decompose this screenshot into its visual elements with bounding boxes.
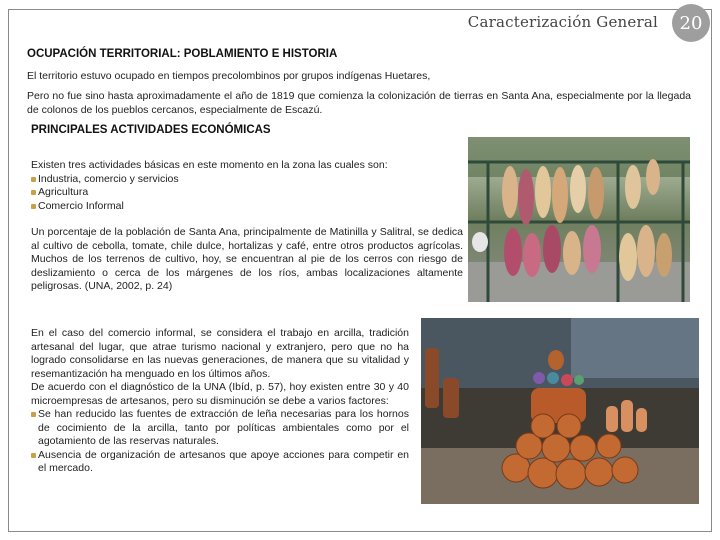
bullet-icon bbox=[31, 177, 36, 182]
section-title-ocupacion: OCUPACIÓN TERRITORIAL: POBLAMIENTO E HISTORIA bbox=[27, 48, 338, 60]
clay-pottery-photo bbox=[421, 318, 699, 504]
bullet-icon bbox=[31, 190, 36, 195]
activities-list bbox=[31, 173, 451, 214]
paragraph-comercio-informal: En el caso del comercio informal, se considera el trabajo en arcilla, tradición artesanal del lugar, que atrae turismo nacional y extranjero, pero que no ha logrado consolidarse en las nuevas generaciones, de manera que su vitalidad y resemantización ha menguado en los últimos años. bbox=[31, 327, 409, 380]
activity-label: Comercio Informal bbox=[38, 199, 124, 212]
page-number-badge: 20 bbox=[672, 4, 710, 42]
factor-text: Se han reducido las fuentes de extracción de leña necesarias para los hornos de cocimiento de la arcilla, tanto por políticas ambientales como por el agotamiento de las reservas naturales. bbox=[38, 408, 409, 447]
bullet-icon bbox=[31, 412, 36, 417]
bullet-icon bbox=[31, 204, 36, 209]
list-item bbox=[31, 449, 409, 476]
onion-stall-photo bbox=[468, 137, 690, 302]
paragraph-colonizacion: Pero no fue sino hasta aproximadamente el año de 1819 que comienza la colonización de tierras en Santa Ana, especialmente por la llegada de colonos de los pueblos cercanos, especialmente de Escazú. bbox=[27, 90, 691, 116]
commerce-block bbox=[31, 327, 409, 476]
activity-label: Agricultura bbox=[38, 186, 89, 198]
list-item bbox=[31, 200, 451, 214]
activity-label: Industria, comercio y servicios bbox=[38, 172, 179, 185]
slide-header-title: Caracterización General bbox=[467, 13, 658, 31]
factor-text: Ausencia de organización de artesanos que apoye acciones para competir en el mercado. bbox=[38, 448, 409, 474]
factors-list bbox=[31, 408, 409, 476]
list-item bbox=[31, 173, 451, 187]
paragraph-microempresas: De acuerdo con el diagnóstico de la UNA (Ibíd, p. 57), hoy existen entre 30 y 40 microempresas de artesanos, pero su disminución se debe a varios factores: bbox=[31, 381, 409, 407]
paragraph-agricultura: Un porcentaje de la población de Santa Ana, principalmente de Matinilla y Salitral, se dedica al cultivo de cebolla, tomate, chile dulce, hortalizas y café, entre otros productos agrícolas. Muchos de los terrenos de cultivo, hoy, se encuentran al pie de los cerros con riesgo de deslizamiento o cerca de los márgenes de los ríos, ambas localizaciones altamente peligrosas. (UNA, 2002, p. 24) bbox=[31, 226, 463, 292]
bullet-icon bbox=[31, 453, 36, 458]
list-item bbox=[31, 186, 451, 200]
paragraph-huetares: El territorio estuvo ocupado en tiempos precolombinos por grupos indígenas Huetares, bbox=[27, 70, 431, 82]
list-item bbox=[31, 408, 409, 449]
section-title-actividades: PRINCIPALES ACTIVIDADES ECONÓMICAS bbox=[31, 124, 271, 136]
activities-block bbox=[31, 159, 451, 213]
activities-intro: Existen tres actividades básicas en este momento en la zona las cuales son: bbox=[31, 159, 388, 171]
